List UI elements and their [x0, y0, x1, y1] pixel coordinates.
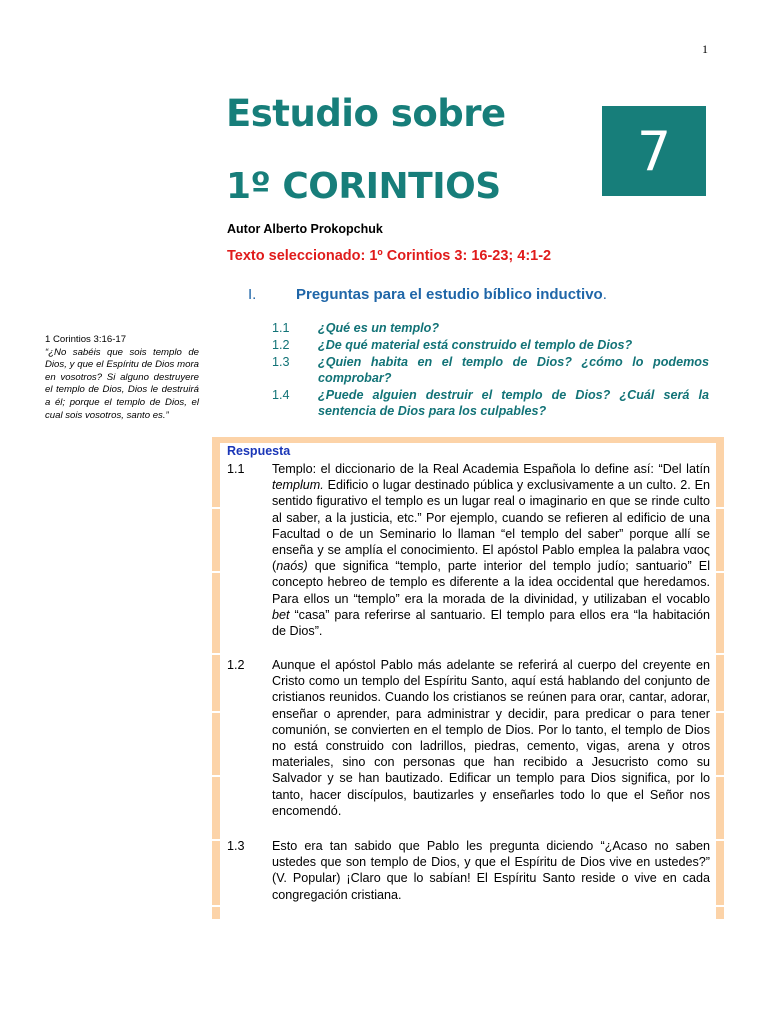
answer-text-part: Edificio o lugar destinado pública y exclusivamente a un culto. 2. En sentido figurativo el templo es un lugar real o imaginario en que se rinde culto al saber, a la justicia, etc.” Por ejemplo, cuando se refieren al edificio de una Facultad o de un Seminario lo llaman “el templo del saber” porque allí se enseña y se amplía el conocimiento. El apóstol Pablo emplea la palabra ναος ( — [272, 478, 710, 574]
question-item — [272, 337, 709, 353]
frame-tick — [716, 571, 724, 573]
frame-tick — [212, 905, 220, 907]
answer-item — [227, 838, 710, 903]
author-line: Autor Alberto Prokopchuk — [227, 222, 383, 236]
margin-note-reference: 1 Corintios 3:16-17 — [45, 334, 127, 345]
page-number: 1 — [702, 42, 708, 56]
study-number: 7 — [636, 119, 672, 183]
title-line-2: 1º CORINTIOS — [226, 166, 501, 207]
question-item — [272, 387, 709, 419]
frame-tick — [716, 905, 724, 907]
frame-tick — [212, 839, 220, 841]
section-title: Preguntas para el estudio bíblico inductivo — [296, 286, 603, 303]
answer-text-emphasis: templum. — [272, 478, 324, 493]
answer-text-emphasis: bet — [272, 607, 290, 622]
answer-number: 1.2 — [227, 658, 245, 672]
question-number: 1.2 — [272, 338, 290, 352]
section-roman: I. — [248, 286, 257, 303]
answer-text-part: “casa” para referirse al santuario. El templo para ellos era “la habitación de Dios”. — [272, 607, 710, 639]
question-text: ¿Puede alguien destruir el templo de Dios? ¿Cuál será la sentencia de Dios para los culpables? — [318, 388, 709, 418]
section-heading — [248, 286, 607, 303]
frame-tick — [212, 571, 220, 573]
question-text: ¿Qué es un templo? — [318, 321, 440, 335]
study-number-box — [602, 106, 706, 196]
frame-tick — [212, 711, 220, 713]
question-item — [272, 354, 709, 386]
answer-text — [272, 461, 710, 639]
margin-note — [45, 334, 199, 422]
margin-note-quote: “¿No sabéis que sois templo de Dios, y que el Espíritu de Dios mora en vosotros? Si alguno destruyere el templo de Dios, Dios le destruirá a él; porque el templo de Dios, el cual sois vosotros, santo es.” — [45, 346, 199, 421]
frame-tick — [212, 507, 220, 509]
answer-item — [227, 461, 710, 639]
frame-tick — [716, 507, 724, 509]
section-dot: . — [602, 286, 607, 303]
frame-tick — [716, 775, 724, 777]
answer-text: Esto era tan sabido que Pablo les pregunta diciendo “¿Acaso no saben ustedes que son templo de Dios, y que el Espíritu de Dios vive en ustedes?” (V. Popular) ¡Claro que lo sabían! El Espíritu Santo reside o vive en cada congregación cristiana. — [272, 839, 710, 902]
answer-label: Respuesta — [227, 444, 291, 458]
question-number: 1.3 — [272, 355, 290, 369]
answer-text-emphasis: naós) — [276, 559, 308, 574]
answer-item — [227, 657, 710, 819]
frame-tick — [716, 839, 724, 841]
answer-text-part: Templo: el diccionario de la Real Academia Española lo define así: “Del latín — [272, 462, 710, 476]
question-number: 1.4 — [272, 388, 290, 402]
frame-tick — [212, 775, 220, 777]
selected-text: Texto seleccionado: 1º Corintios 3: 16-23; 4:1-2 — [227, 248, 552, 264]
question-number: 1.1 — [272, 321, 290, 335]
answer-text: Aunque el apóstol Pablo más adelante se referirá al cuerpo del creyente en Cristo como un templo del Espíritu Santo, aquí está hablando del conjunto de cristianos reunidos. Cuando los cristianos se reúnen para orar, cantar, adorar, enseñar o aprender, para administrar y decidir, para predicar o para tener comunión, se convierten en el templo de Dios. Por lo tanto, el templo de Dios no está construido con ladrillos, piedras, cemento, vigas, arena y otros materiales, sino con personas que han recibido a Jesucristo como su Salvador y se han bautizado. Edificar un templo para Dios significa, por lo tanto, hacer discípulos, bautizarles y enseñarles todo lo que el Señor nos encomendó. — [272, 658, 710, 818]
frame-tick — [716, 711, 724, 713]
answer-number: 1.3 — [227, 839, 245, 853]
question-list — [272, 320, 709, 420]
title-line-1: Estudio sobre — [226, 92, 506, 135]
question-item — [272, 320, 709, 336]
question-text: ¿De qué material está construido el templo de Dios? — [318, 338, 633, 352]
question-text: ¿Quien habita en el templo de Dios? ¿cómo lo podemos comprobar? — [318, 355, 709, 385]
answer-text-part: que significa “templo, parte interior del templo judío; santuario” El concepto hebreo de templo es diferente a la idea occidental que heredamos. Para ellos un “templo” era la morada de la divinidad, y utilizaban el vocablo — [272, 559, 710, 606]
frame-tick — [212, 653, 220, 655]
answer-number: 1.1 — [227, 462, 245, 476]
frame-tick — [716, 653, 724, 655]
